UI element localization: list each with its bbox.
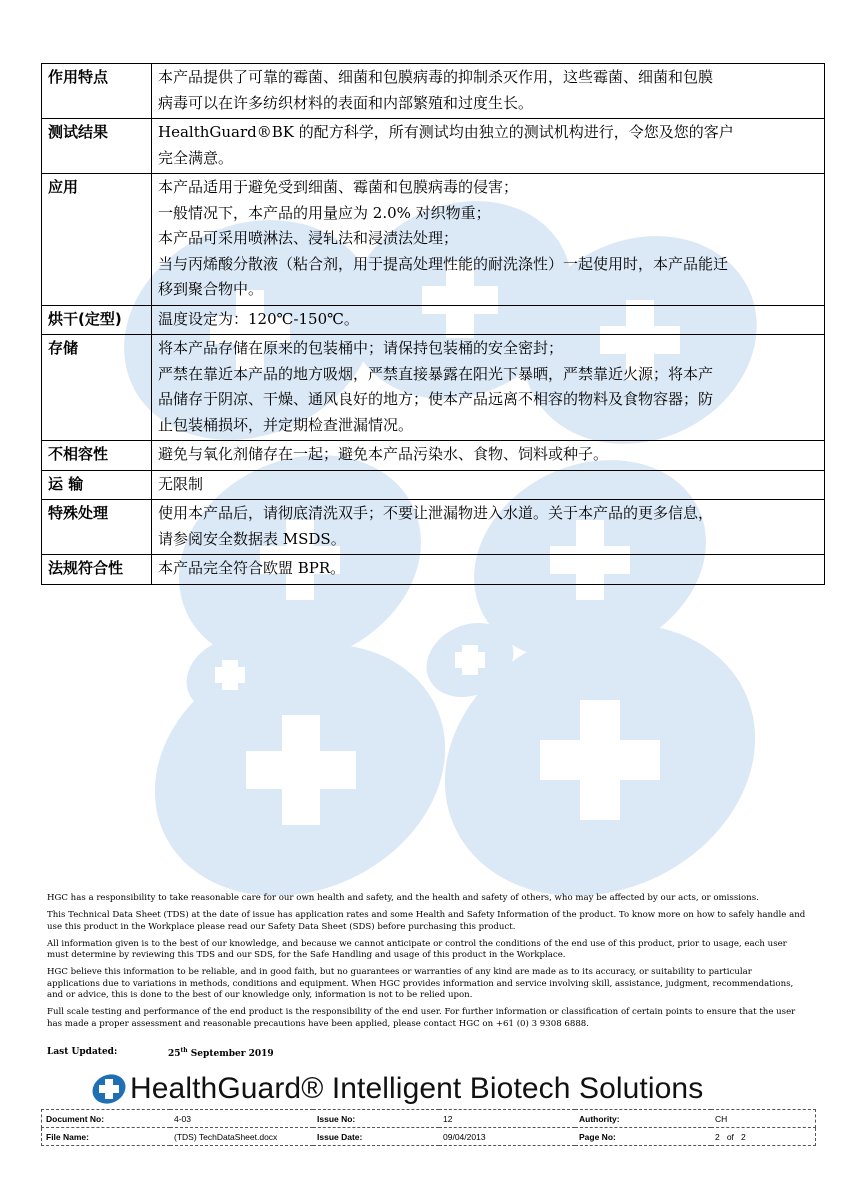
spec-row-line: 本产品可采用喷淋法、浸轧法和浸渍法处理； bbox=[158, 229, 459, 247]
spec-row-label: 作用特点 bbox=[42, 64, 152, 119]
spec-row-text bbox=[152, 500, 825, 555]
spec-row-line: 避免与氧化剂储存在一起；避免本产品污染水、食物、饲料或种子。 bbox=[158, 445, 609, 463]
file-name-value: (TDS) TechDataSheet.docx bbox=[170, 1128, 313, 1146]
last-updated-day: 25 bbox=[168, 1049, 181, 1059]
spec-row bbox=[42, 119, 825, 174]
spec-row bbox=[42, 500, 825, 555]
spec-row-label: 测试结果 bbox=[42, 119, 152, 174]
spec-row bbox=[42, 441, 825, 471]
spec-row-line: 一般情况下，本产品的用量应为 2.0% 对织物重； bbox=[158, 203, 491, 222]
spec-row-line: 病毒可以在许多纺织材料的表面和内部繁殖和过度生长。 bbox=[158, 93, 534, 112]
spec-row-text bbox=[152, 335, 825, 441]
spec-row bbox=[42, 335, 825, 441]
last-updated-date bbox=[168, 1047, 274, 1059]
spec-row-line: 将本产品存储在原来的包装桶中；请保持包装桶的安全密封； bbox=[158, 339, 564, 357]
spec-row-line: 无限制 bbox=[158, 474, 204, 493]
spec-row-label: 特殊处理 bbox=[42, 500, 152, 555]
spec-row bbox=[42, 470, 825, 500]
spec-row-line: 本产品适用于避免受到细菌、霉菌和包膜病毒的侵害； bbox=[158, 178, 519, 196]
spec-row-line: 请参阅安全数据表 MSDS。 bbox=[158, 529, 346, 548]
disclaimer-paragraph: Full scale testing and performance of the end product is the responsibility of the end user. For further information or classification of certain points to ensure that the user has made a proper assessment and reasonable precautions have been applied, please contact HGC on +61 (0) 3 9308 6888. bbox=[47, 1007, 796, 1029]
spec-row-label: 不相容性 bbox=[42, 441, 152, 471]
cross-logo-icon bbox=[90, 1072, 128, 1106]
brand-logo bbox=[90, 1071, 703, 1107]
spec-row-label: 存储 bbox=[42, 335, 152, 441]
issue-date-label: Issue Date: bbox=[313, 1128, 439, 1146]
spec-row-line: 品储存于阴凉、干燥、通风良好的地方；使本产品远离不相容的物料及食物容器；防 bbox=[158, 390, 714, 408]
spec-row-line: 本产品完全符合欧盟 BPR。 bbox=[158, 559, 346, 577]
last-updated bbox=[47, 1047, 274, 1059]
spec-row-text bbox=[152, 555, 825, 585]
document-no-value: 4-03 bbox=[170, 1110, 313, 1128]
spec-row-text bbox=[152, 119, 825, 174]
spec-row-text bbox=[152, 470, 825, 500]
spec-row-label: 法规符合性 bbox=[42, 555, 152, 585]
last-updated-month-year: September 2019 bbox=[187, 1049, 274, 1059]
issue-no-label: Issue No: bbox=[313, 1110, 439, 1128]
spec-row-text bbox=[152, 174, 825, 306]
disclaimer-paragraph: All information given is to the best of our knowledge, and because we cannot anticipate or control the conditions of the end use of this product, prior to usage, each user must determine by reviewing this TDS and our SDS, for the Safe Handling and usage of this product in the Workplace. bbox=[47, 938, 787, 961]
disclaimer-paragraph: HGC believe this information to be reliable, and in good faith, but no guarantees or warranties of any kind are made as to its accuracy, or suitability to particular applications due to variations in methods, conditions and equipment. When HGC provides information and service involving skill, assistance, judgment, recommendations, and or advice, this is done to the best of our knowledge only, information is not to be relied upon. bbox=[47, 967, 794, 1001]
disclaimer-paragraph: This Technical Data Sheet (TDS) at the date of issue has application rates and some Health and Safety Information of the product. To know more on how to safely handle and use this product in the Workplace please read our Safety Data Sheet (SDS) before purchasing this product. bbox=[47, 910, 806, 932]
spec-row-label: 运 输 bbox=[42, 470, 152, 500]
last-updated-day-suffix: th bbox=[180, 1047, 188, 1054]
spec-row-line: 严禁在靠近本产品的地方吸烟，严禁直接暴露在阳光下暴晒，严禁靠近火源；将本产 bbox=[158, 364, 714, 383]
spec-row-label: 烘干(定型) bbox=[42, 305, 152, 335]
spec-row-text bbox=[152, 305, 825, 335]
file-name-label: File Name: bbox=[42, 1128, 171, 1146]
last-updated-label: Last Updated: bbox=[47, 1047, 118, 1057]
page-total: 2 bbox=[741, 1132, 746, 1142]
disclaimer bbox=[47, 893, 807, 1036]
spec-row-line: HealthGuard®BK 的配方科学，所有测试均由独立的测试机构进行，令您及您的客户 bbox=[158, 123, 734, 141]
spec-row-label: 应用 bbox=[42, 174, 152, 306]
spec-row-line: 止包装桶损坏，并定期检查泄漏情况。 bbox=[158, 415, 414, 434]
spec-row-line: 当与丙烯酸分散液（粘合剂，用于提高处理性能的耐洗涤性）一起使用时，本产品能迁 bbox=[158, 254, 729, 273]
authority-label: Authority: bbox=[575, 1110, 711, 1128]
spec-row bbox=[42, 64, 825, 119]
issue-date-value: 09/04/2013 bbox=[439, 1128, 575, 1146]
page-of: of bbox=[726, 1132, 734, 1142]
spec-row-line: 移到聚合物中。 bbox=[158, 280, 264, 298]
spec-row-line: 温度设定为：120℃-150℃。 bbox=[158, 309, 359, 328]
document-no-label: Document No: bbox=[42, 1110, 171, 1128]
page-no-label: Page No: bbox=[575, 1128, 711, 1146]
spec-row bbox=[42, 305, 825, 335]
spec-table bbox=[41, 63, 825, 585]
disclaimer-paragraph: HGC has a responsibility to take reasonable care for our own health and safety, and the health and safety of others, who may be affected by our acts, or omissions. bbox=[47, 893, 759, 903]
authority-value: CH bbox=[711, 1110, 816, 1128]
spec-row-line: 本产品提供了可靠的霉菌、细菌和包膜病毒的抑制杀灭作用，这些霉菌、细菌和包膜 bbox=[158, 68, 714, 86]
issue-no-value: 12 bbox=[439, 1110, 575, 1128]
page-no-value bbox=[711, 1128, 816, 1146]
spec-row-text bbox=[152, 441, 825, 471]
document-control-table bbox=[41, 1109, 816, 1146]
spec-row-line: 使用本产品后，请彻底清洗双手；不要让泄漏物进入水道。关于本产品的更多信息， bbox=[158, 504, 714, 522]
spec-row-text bbox=[152, 64, 825, 119]
spec-row bbox=[42, 174, 825, 306]
spec-row bbox=[42, 555, 825, 585]
spec-row-line: 完全满意。 bbox=[158, 148, 234, 167]
page-current: 2 bbox=[715, 1132, 720, 1142]
brand-name: HealthGuard® Intelligent Biotech Solutions bbox=[130, 1072, 704, 1105]
